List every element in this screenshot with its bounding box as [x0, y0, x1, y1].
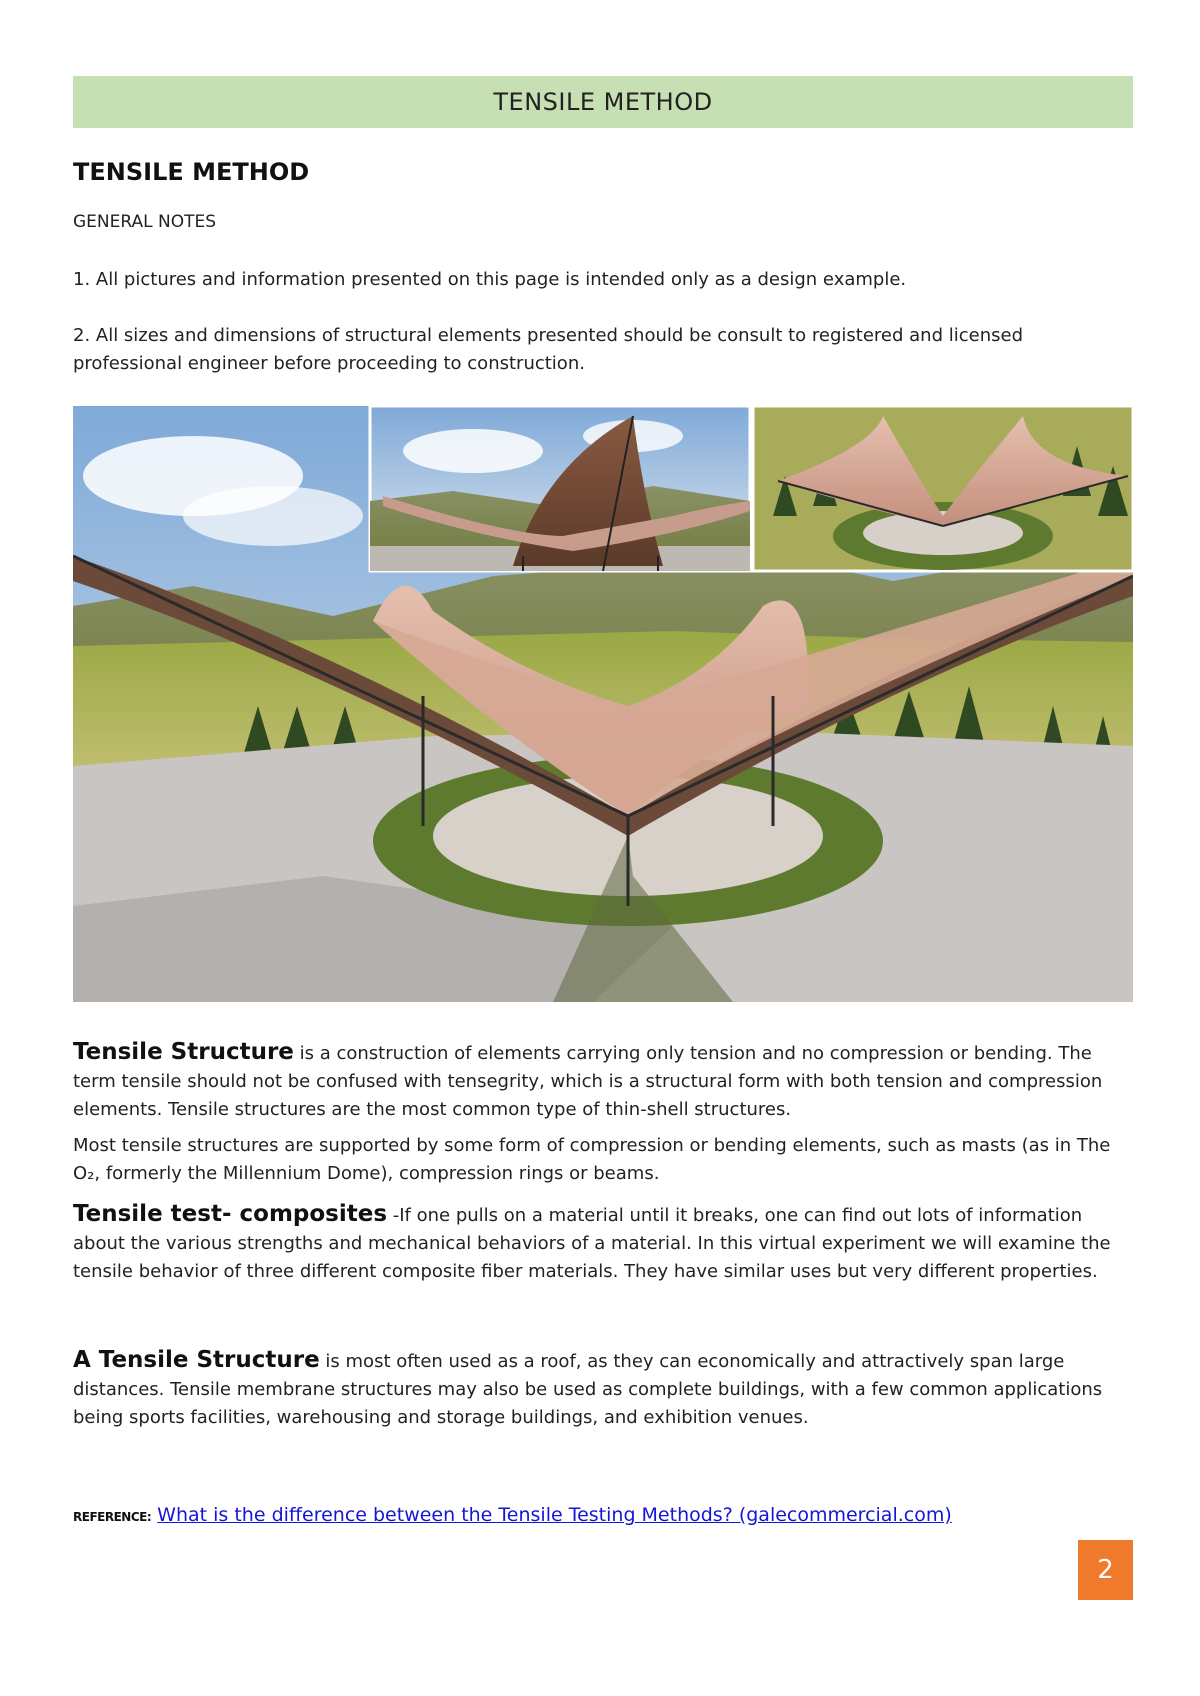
- paragraph-4-text: is most often used as a roof, as they can economically and attractively span large distances. Tensile membrane structures may also be used as complete buildings, with a few common applications being sports facilities, warehousing and storage buildings, and exhibition venues.: [73, 1351, 1103, 1428]
- term-tensile-test: Tensile test- composites: [73, 1201, 388, 1227]
- title-banner: [73, 76, 1133, 128]
- paragraph-1-text: is a construction of elements carrying only tension and no compression or bending. The term tensile should not be confused with tensegrity, which is a structural form with both tension and compression elements. Tensile structures are the most common type of thin-shell structures.: [73, 1043, 1103, 1120]
- paragraph-tensile-structure: [73, 1038, 1135, 1124]
- inset-render-front-view: [370, 406, 750, 571]
- paragraph-roof-usage: [73, 1346, 1135, 1432]
- page-heading: TENSILE METHOD: [73, 158, 310, 186]
- term-a-tensile-structure: A Tensile Structure: [73, 1347, 320, 1373]
- paragraph-3-text: -If one pulls on a material until it breaks, one can find out lots of information about the various strengths and mechanical behaviors of a material. In this virtual experiment we will examine the tensile behavior of three different composite fiber materials. They have similar uses but very different properties.: [73, 1205, 1111, 1282]
- general-note-1: 1. All pictures and information presented on this page is intended only as a design example.: [73, 269, 907, 290]
- inset-render-aerial-view: [753, 406, 1133, 571]
- term-tensile-structure: Tensile Structure: [73, 1039, 294, 1065]
- render-collage: [73, 406, 1133, 1002]
- general-notes-title: GENERAL NOTES: [73, 212, 217, 232]
- banner-title: TENSILE METHOD: [493, 88, 713, 116]
- general-note-2: 2. All sizes and dimensions of structural elements presented should be consult to registered and licensed professional engineer before proceeding to construction.: [73, 325, 1024, 374]
- reference-line: [73, 1504, 952, 1526]
- reference-label: REFERENCE:: [73, 1510, 152, 1524]
- reference-link[interactable]: What is the difference between the Tensile Testing Methods? (galecommercial.com): [157, 1504, 952, 1526]
- paragraph-tensile-test: [73, 1200, 1135, 1286]
- page-number: 2: [1097, 1555, 1114, 1585]
- page-number-badge: [1078, 1540, 1133, 1600]
- paragraph-supports: Most tensile structures are supported by some form of compression or bending elements, such as masts (as in The O₂, formerly the Millennium Dome), compression rings or beams.: [73, 1135, 1111, 1184]
